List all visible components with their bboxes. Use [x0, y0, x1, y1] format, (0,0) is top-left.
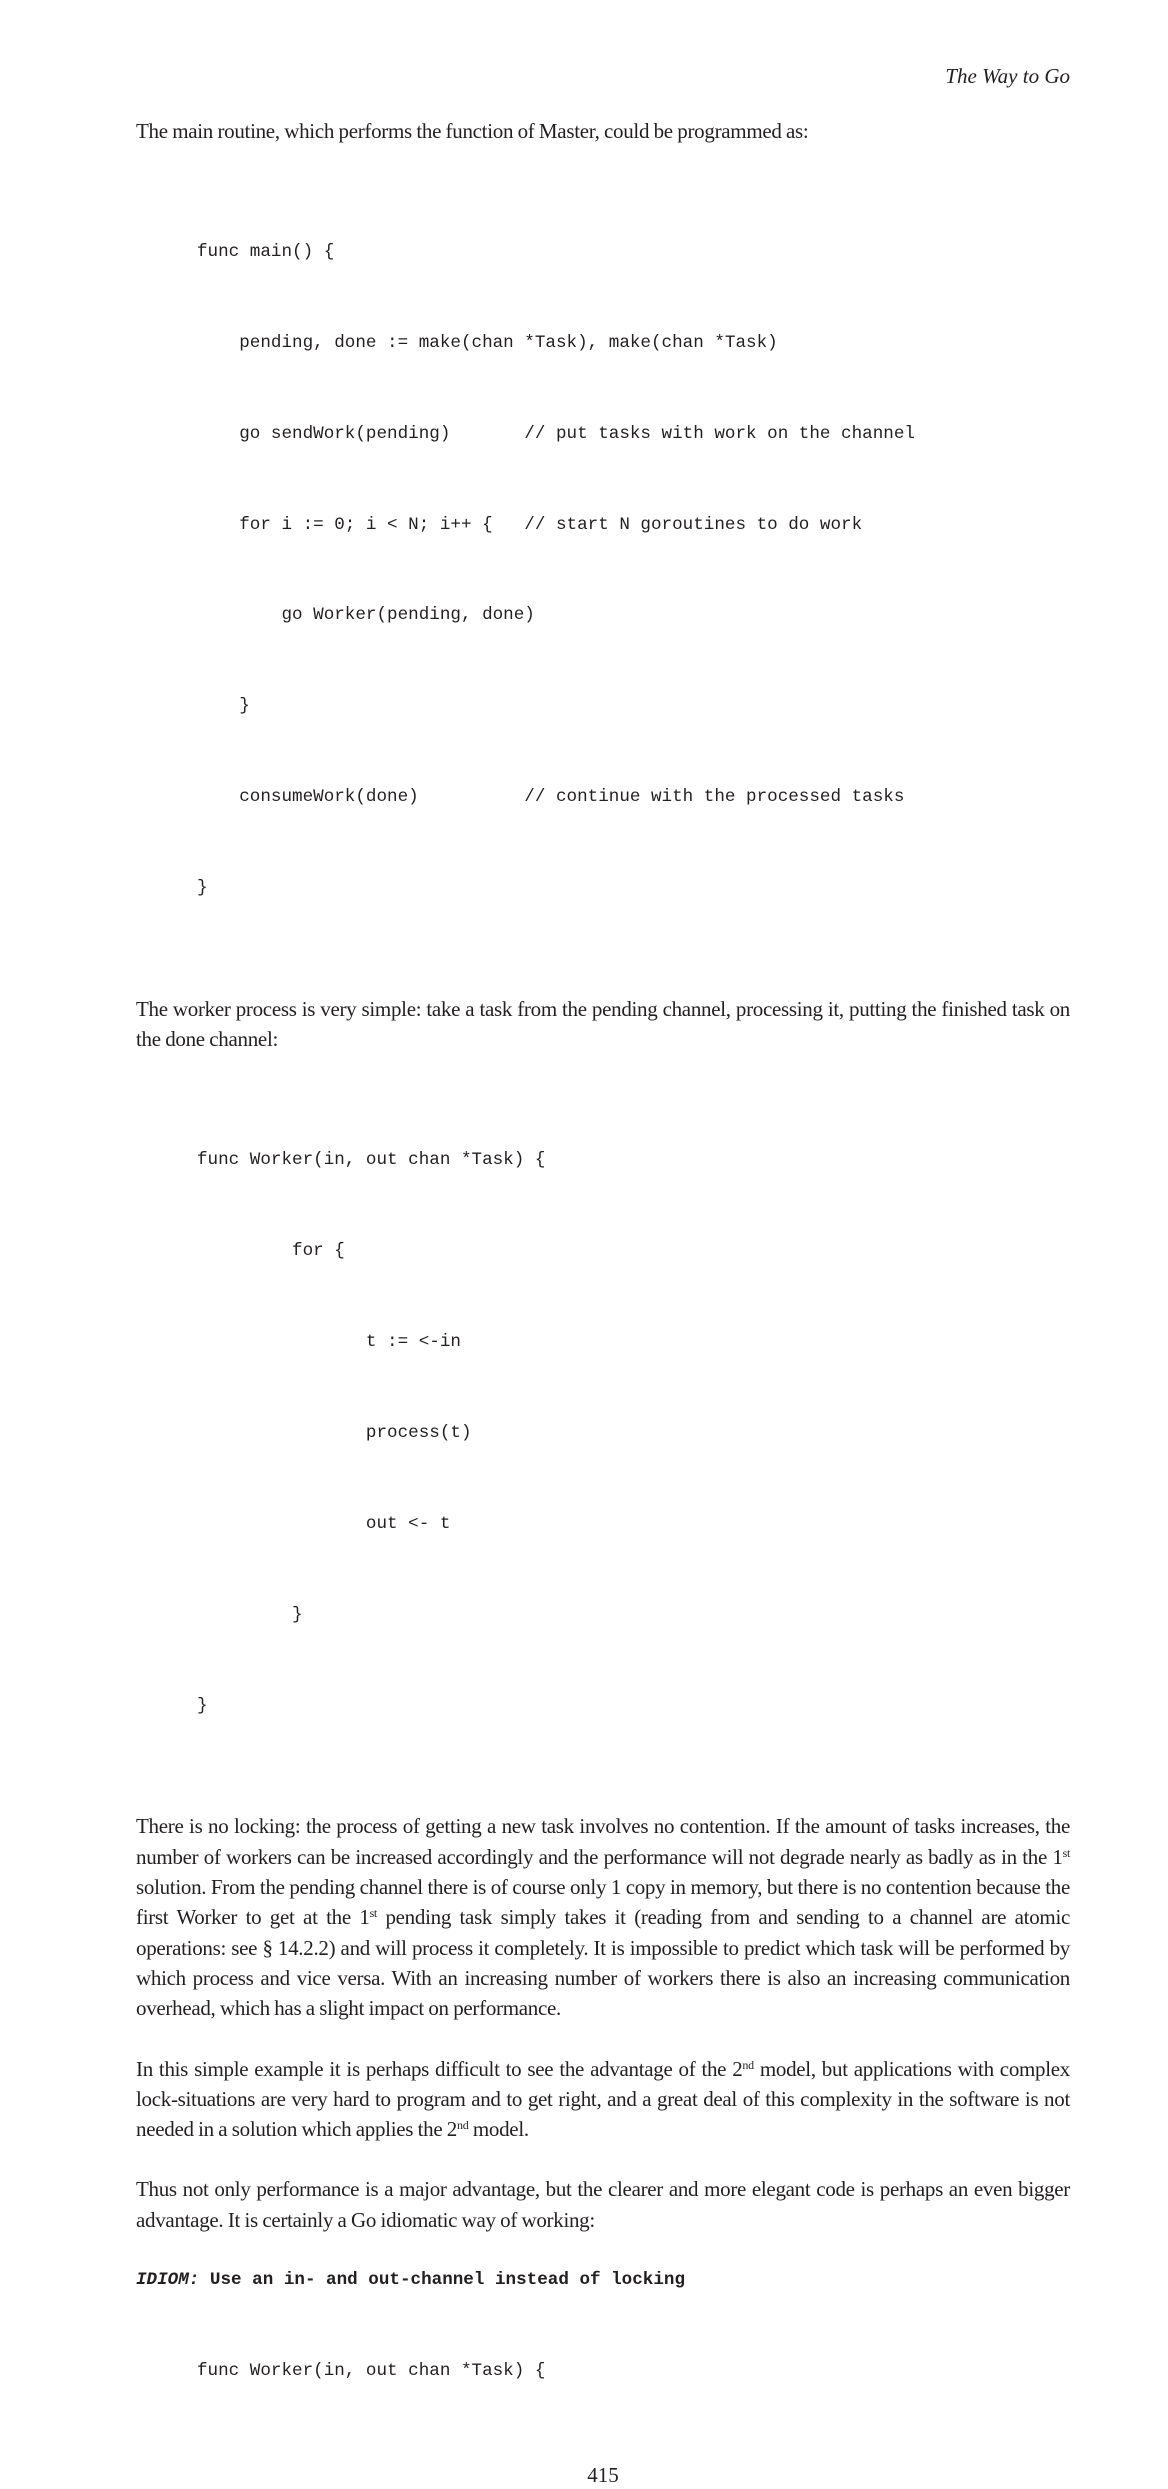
text: solution. From the pending channel there is of course only 1 copy in memory, but there is no contention because the first Worker to get at the 1	[136, 1875, 1070, 1930]
code-line: func Worker(in, out chan *Task) {	[197, 1150, 546, 1171]
code-line: }	[197, 696, 250, 717]
superscript: nd	[457, 2118, 469, 2133]
text: pending task simply takes it (reading from and sending to a channel are atomic operations: see § 14.2.2) and will process it completely. It is impossible to predict which task will be performed by which process and vice versa. With an increasing number of workers there is also an increasing communication overhead, which has a slight impact on performance.	[136, 1905, 1071, 2021]
idiom-text: Use an in- and out-channel instead of locking	[199, 2270, 686, 2290]
code-line: }	[197, 1604, 303, 1625]
superscript: st	[1062, 1845, 1070, 1860]
code-line: pending, done := make(chan *Task), make(chan *Task)	[197, 332, 778, 353]
code-line: consumeWork(done) // continue with the processed tasks	[197, 787, 905, 808]
code-line: go sendWork(pending) // put tasks with work on the channel	[197, 423, 915, 444]
superscript: nd	[742, 2057, 754, 2072]
code-line: }	[197, 878, 208, 899]
code-line: for i := 0; i < N; i++ { // start N goroutines to do work	[197, 514, 863, 535]
code-line: out <- t	[197, 1513, 451, 1534]
code-block-worker	[136, 1085, 1070, 1782]
code-line: process(t)	[197, 1422, 472, 1443]
text: In this simple example it is perhaps difficult to see the advantage of the 2	[136, 2056, 743, 2081]
paragraph-worker: The worker process is very simple: take a task from the pending channel, processing it, putting the finished task on the done channel:	[136, 997, 1070, 1052]
superscript: st	[369, 1906, 377, 1921]
idiom-heading	[136, 2265, 1070, 2295]
paragraph-no-locking	[136, 1811, 1070, 2023]
code-line: func Worker(in, out chan *Task) {	[197, 2360, 546, 2381]
text: model, but applications with complex lock-situations are very hard to program and to get right, and a great deal of this complexity in the software is not needed in a solution which applies the 2	[136, 2056, 1071, 2142]
code-line: t := <-in	[197, 1331, 461, 1352]
page	[136, 0, 1070, 2489]
code-line: go Worker(pending, done)	[197, 605, 535, 626]
text: There is no locking: the process of getting a new task involves no contention. If the amount of tasks increases, the number of workers can be increased accordingly and the performance will not degrade nearly as badly as in the 1	[136, 1814, 1070, 1869]
code-line: }	[197, 1695, 208, 1716]
paragraph-intro: The main routine, which performs the function of Master, could be programmed as:	[136, 119, 809, 143]
paragraph-advantage	[136, 2054, 1070, 2145]
code-block-main	[136, 176, 1070, 964]
code-line: for {	[197, 1241, 345, 1262]
code-line: func main() {	[197, 241, 335, 262]
text: model.	[468, 2117, 529, 2142]
idiom-label: IDIOM:	[136, 2270, 200, 2290]
page-number: 415	[587, 2462, 619, 2487]
code-block-idiom	[136, 2295, 1070, 2446]
running-header: The Way to Go	[945, 64, 1070, 88]
paragraph-conclusion: Thus not only performance is a major advantage, but the clearer and more elegant code is perhaps an even bigger advantage. It is certainly a Go idiomatic way of working:	[136, 2177, 1070, 2232]
